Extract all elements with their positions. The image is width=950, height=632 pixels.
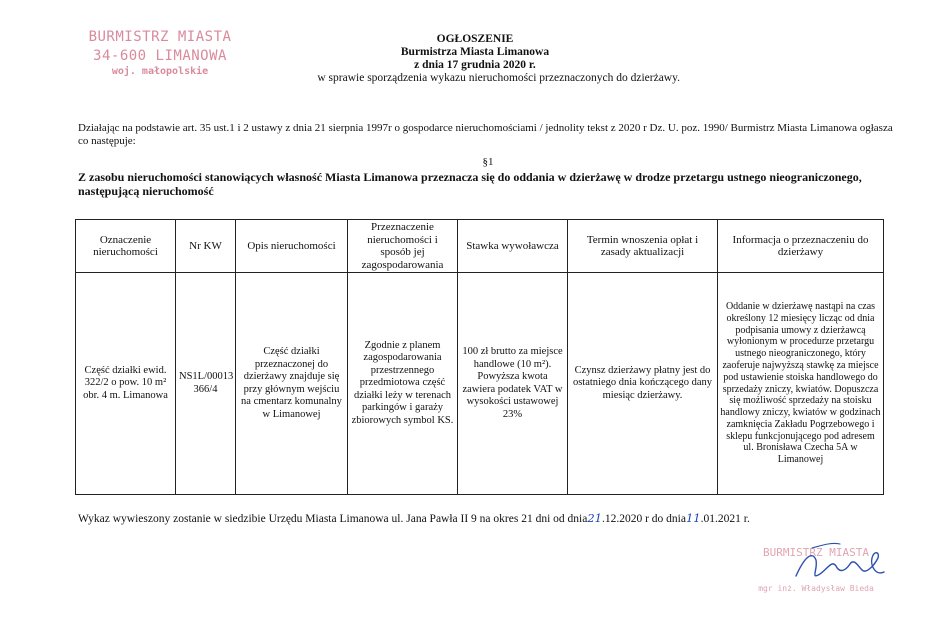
- col-header-kw: Nr KW: [176, 220, 236, 273]
- cell-purpose: Zgodnie z planem zagospodarowania przestrzennego przedmiotowa część działki leży w terenach parkingów i garaży zbiorowych symbol KS.: [348, 273, 458, 495]
- col-header-purpose: Przeznaczenie nieruchomości i sposób jej zagospodarowania: [348, 220, 458, 273]
- posting-notice: [78, 511, 898, 525]
- signature-stamp-title: BURMISTRZ MIASTA: [763, 546, 869, 559]
- handwritten-day-from: 21: [587, 511, 602, 525]
- handwritten-day-to: 11: [685, 511, 701, 525]
- section-title: Z zasobu nieruchomości stanowiących własność Miasta Limanowa przeznacza się do oddania w dzierżawę w drodze przetargu ustnego nieograniczonego, następującą nieruchomość: [78, 170, 862, 198]
- cell-kw: NS1L/00013 366/4: [176, 273, 236, 495]
- col-header-rate: Stawka wywoławcza: [458, 220, 568, 273]
- section-1: [78, 156, 898, 198]
- notice-text-start: Wykaz wywieszony zostanie w siedzibie Urzędu Miasta Limanowa ul. Jana Pawła II 9 na okres 21 dni od dnia: [78, 513, 588, 525]
- announcement-issuer: Burmistrza Miasta Limanowa: [400, 46, 550, 58]
- property-table: [75, 219, 884, 495]
- col-header-payment: Termin wnoszenia opłat i zasady aktualizacji: [568, 220, 718, 273]
- announcement-subject: w sprawie sporządzenia wykazu nieruchomości przeznaczonych do dzierżawy.: [317, 72, 680, 84]
- announcement-date: z dnia 17 grudnia 2020 r.: [414, 59, 536, 71]
- stamp-line-3: woj. małopolskie: [111, 66, 209, 77]
- col-header-info: Informacja o przeznaczeniu do dzierżawy: [718, 220, 884, 273]
- stamp-line-1: BURMISTRZ MIASTA: [88, 29, 232, 45]
- notice-text-mid: .12.2020 r do dnia: [601, 513, 686, 525]
- announcement-header: [270, 33, 680, 85]
- cell-rate: 100 zł brutto za miejsce handlowe (10 m²). Powyższa kwota zawiera podatek VAT w wysokości ustawowej 23%: [458, 273, 568, 495]
- table-header-row: [76, 220, 884, 273]
- signature-stamp-name: mgr inż. Władysław Bieda: [758, 584, 874, 593]
- announcement-title: OGŁOSZENIE: [436, 33, 514, 45]
- cell-payment: Czynsz dzierżawy płatny jest do ostatniego dnia kończącego dany miesiąc dzierżawy.: [568, 273, 718, 495]
- table-row: [76, 273, 884, 495]
- col-header-designation: Oznaczenie nieruchomości: [76, 220, 176, 273]
- handwritten-signature: [790, 536, 890, 596]
- intro-paragraph: Działając na podstawie art. 35 ust.1 i 2 ustawy z dnia 21 sierpnia 1997r o gospodarce nieruchomościami / jednolity tekst z 2020 r Dz. U. poz. 1990/ Burmistrz Miasta Limanowa ogłasza co następuje:: [78, 122, 893, 147]
- section-symbol: §1: [482, 156, 494, 168]
- stamp-line-2: 34-600 LIMANOWA: [93, 48, 227, 64]
- cell-info: Oddanie w dzierżawę nastąpi na czas określony 12 miesięcy licząc od dnia podpisania umowy z dzierżawcą wyłonionym w procedurze przetargu ustnego nieograniczonego, który zaoferuje najwyższą stawkę za miejsce pod ustawienie stoiska handlowego do sprzedaży zniczy, kwiatów. Dopuszcza się możliwość sprzedaży na stoisku handlowy zniczy, kwiatów w godzinach zamknięcia Zakładu Pogrzebowego i sklepu funkcjonującego pod adresem ul. Bronisława Czecha 5A w Limanowej: [718, 273, 884, 495]
- col-header-description: Opis nieruchomości: [236, 220, 348, 273]
- office-stamp: [76, 30, 244, 77]
- cell-designation: Część działki ewid. 322/2 o pow. 10 m² obr. 4 m. Limanowa: [76, 273, 176, 495]
- cell-description: Część działki przeznaczonej do dzierżawy znajduje się przy głównym wejściu na cmentarz komunalny w Limanowej: [236, 273, 348, 495]
- notice-text-end: .01.2021 r.: [700, 513, 750, 525]
